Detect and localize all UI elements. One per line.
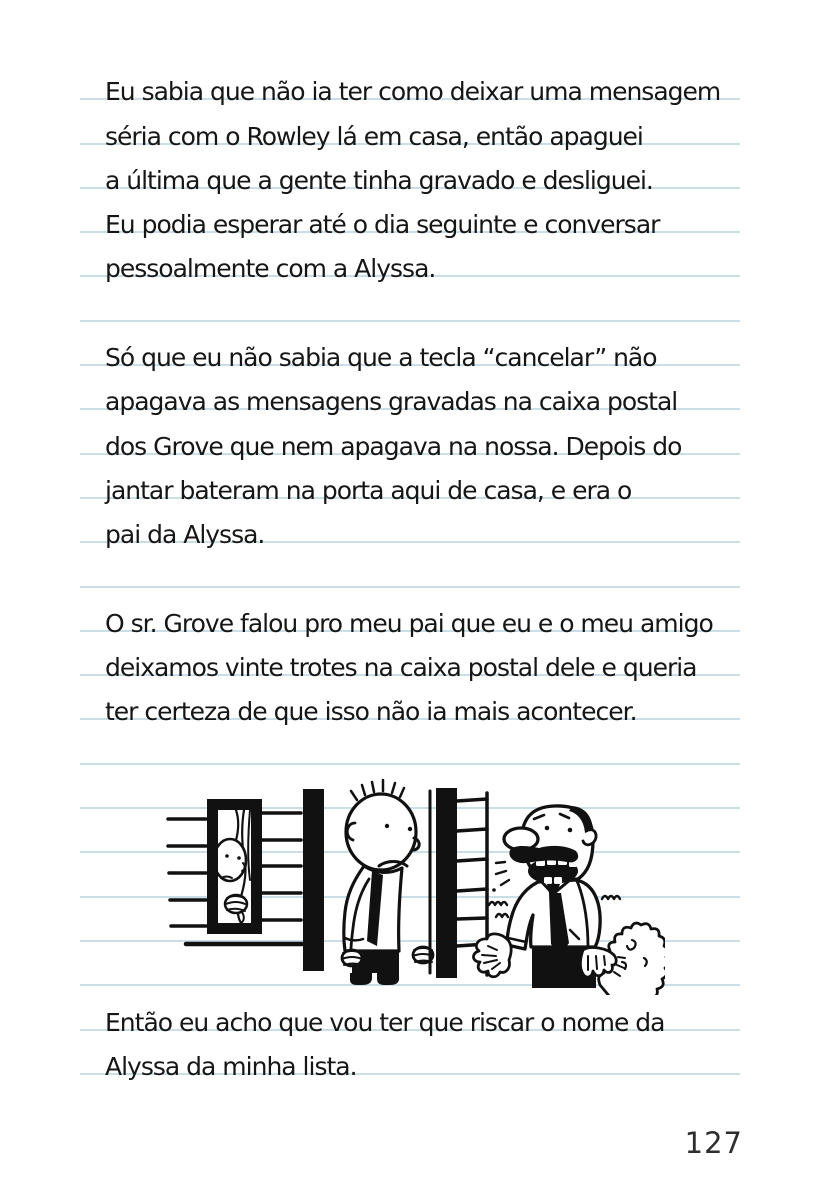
handwritten-text: apagava as mensagens gravadas na caixa postal: [105, 387, 678, 417]
handwritten-text: Eu sabia que não ia ter como deixar uma mensagem: [105, 77, 721, 107]
handwritten-text: jantar bateram na porta aqui de casa, e era o: [105, 475, 632, 505]
handwritten-text: Alyssa da minha lista.: [105, 1051, 357, 1081]
ruled-line: [80, 233, 740, 284]
ruled-line: [80, 1031, 740, 1081]
greg-figure: [342, 780, 433, 985]
ruled-line: [80, 543, 740, 587]
ruled-line: [80, 588, 740, 638]
handwritten-text: Então eu acho que vou ter que riscar o nome da: [105, 1007, 665, 1037]
ruled-line: [80, 145, 740, 195]
handwritten-text: dos Grove que nem apagava na nossa. Depois do: [105, 431, 682, 461]
ruled-line: [80, 56, 740, 107]
ruled-line: [80, 499, 740, 550]
door-pillar: [303, 789, 324, 971]
handwritten-text: O sr. Grove falou pro meu pai que eu e o meu amigo: [105, 608, 713, 638]
window-peeking-child: [207, 799, 262, 934]
ruled-line: [80, 189, 740, 240]
handwritten-text: deixamos vinte trotes na caixa postal dele e queria: [105, 653, 697, 683]
handwritten-text: Só que eu não sabia que a tecla “cancelar” não: [105, 343, 657, 373]
house-siding: [262, 813, 301, 920]
handwritten-text: ter certeza de que isso não ia mais acontecer.: [105, 697, 637, 727]
handwritten-text: séria com o Rowley lá em casa, então apaguei: [105, 121, 643, 151]
ruled-line: [80, 277, 740, 321]
handwritten-text: a última que a gente tinha gravado e desliguei.: [105, 165, 653, 195]
ruled-line: [80, 676, 740, 727]
ruled-line: [80, 632, 740, 683]
ruled-line: [80, 455, 740, 505]
ruled-line: [80, 366, 740, 417]
page-number: 127: [684, 1126, 743, 1160]
ruled-line: [80, 322, 740, 373]
ruled-line: [80, 100, 740, 151]
handwritten-text: pai da Alyssa.: [105, 520, 265, 550]
ruled-line: [80, 410, 740, 461]
handwritten-text: pessoalmente com a Alyssa.: [105, 254, 436, 284]
illustration-doorway-scene: [160, 750, 665, 995]
handwritten-text: Eu podia esperar até o dia seguinte e conversar: [105, 210, 660, 240]
